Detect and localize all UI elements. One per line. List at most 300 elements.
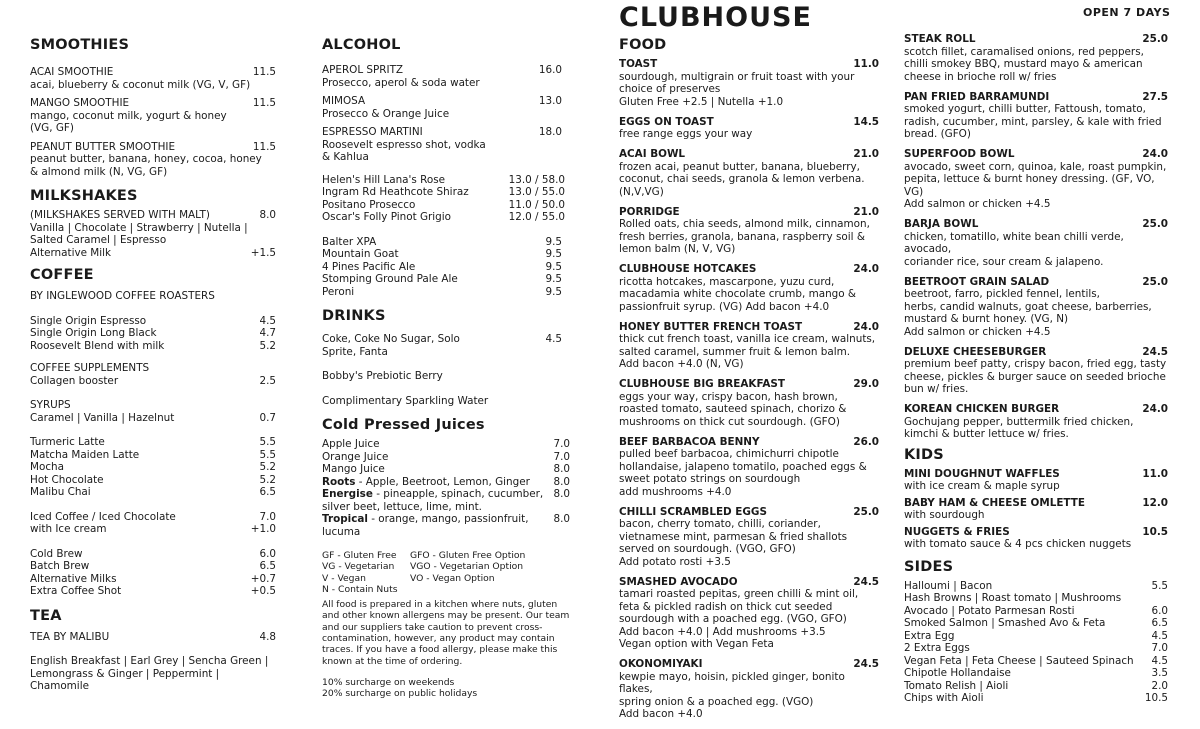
- item-desc: macadamia white chocolate crumb, mango &: [619, 288, 857, 300]
- item-price: 16.0: [538, 64, 562, 76]
- legend-vo: VO - Vegan Option: [410, 572, 495, 584]
- item-desc: fresh berries, granola, banana, raspberry soil &: [619, 230, 865, 243]
- allergy-line: All food is prepared in a kitchen where nuts, gluten: [322, 599, 558, 611]
- smoothies-heading: SMOOTHIES: [30, 37, 130, 53]
- item-desc: ricotta hotcakes, mascarpone, yuzu curd,: [619, 275, 835, 288]
- coffee-item: Cold Brew: [30, 547, 83, 560]
- item-price: 13.0: [538, 95, 562, 107]
- allergy-notice: [322, 599, 570, 667]
- juice-desc: - Apple, Beetroot, Lemon, Ginger: [355, 475, 530, 488]
- column-3-food: [619, 37, 879, 721]
- item-desc: pepita, lettuce & burnt honey dressing. (GF, VO, VG): [904, 173, 1155, 198]
- item-name: CLUBHOUSE HOTCAKES: [619, 263, 757, 275]
- tea-list: English Breakfast | Earl Grey | Sencha Green |: [30, 655, 269, 667]
- menu-item: [619, 378, 879, 428]
- item-desc: bread. (GFO): [904, 128, 971, 140]
- milkshakes-heading: MILKSHAKES: [30, 188, 138, 204]
- item-name: EGGS ON TOAST: [619, 115, 714, 128]
- item-name: Smoked Salmon | Smashed Avo & Feta: [904, 617, 1106, 629]
- coffee-heading: COFFEE: [30, 267, 94, 283]
- item-desc: Rolled oats, chia seeds, almond milk, cinnamon,: [619, 218, 870, 230]
- item-desc: bun w/ fries.: [904, 383, 969, 395]
- kids-list: [904, 468, 1168, 551]
- item-price: 12.0: [1142, 496, 1168, 509]
- item-price: 6.0: [1151, 604, 1168, 617]
- item-desc: chilli smokey BBQ, mustard mayo & american: [904, 58, 1143, 70]
- juice-name: Roots: [322, 475, 356, 488]
- coffee-price: 7.0: [259, 510, 276, 523]
- menu-item: [904, 630, 1168, 643]
- item-name: BEEF BARBACOA BENNY: [619, 435, 760, 448]
- menu-item: [904, 497, 1168, 522]
- beer-item: Stomping Ground Pale Ale: [322, 273, 458, 285]
- item-name: MINI DOUGHNUT WAFFLES: [904, 467, 1060, 480]
- coffee-roaster: BY INGLEWOOD COFFEE ROASTERS: [30, 290, 215, 302]
- juices-heading: Cold Pressed Juices: [322, 417, 485, 433]
- coffee-price: +0.7: [250, 572, 276, 585]
- item-name: Avocado | Potato Parmesan Rosti: [904, 604, 1075, 617]
- item-name: SMASHED AVOCADO: [619, 575, 738, 588]
- sparkling-water: Complimentary Sparkling Water: [322, 394, 489, 407]
- item-price: 25.0: [1142, 275, 1168, 288]
- item-name: 2 Extra Eggs: [904, 642, 970, 654]
- item-price: 11.0: [853, 58, 879, 70]
- item-name: PORRIDGE: [619, 205, 680, 218]
- juice-item: [322, 488, 547, 501]
- item-desc: radish, cucumber, mint, parsley, & kale with fried: [904, 115, 1162, 128]
- menu-item: [904, 667, 1168, 680]
- tea-list: Lemongrass & Ginger | Peppermint |: [30, 667, 220, 680]
- menu-item: [904, 655, 1168, 668]
- item-name: Extra Egg: [904, 629, 955, 642]
- item-name: KOREAN CHICKEN BURGER: [904, 403, 1060, 415]
- menu-item: [904, 526, 1168, 551]
- coffee-price: 6.5: [259, 486, 276, 498]
- sides-heading: SIDES: [904, 558, 954, 575]
- item-name: BARJA BOWL: [904, 218, 979, 230]
- item-desc: Add bacon +4.0: [619, 708, 703, 720]
- juice-item: Mango Juice: [322, 463, 385, 475]
- menu-item: [619, 263, 879, 313]
- menu-item: [619, 148, 879, 198]
- juice-price: 8.0: [553, 513, 570, 525]
- item-name: SUPERFOOD BOWL: [904, 148, 1015, 160]
- item-price: 21.0: [853, 148, 879, 160]
- menu-item: [904, 91, 1168, 141]
- open-hours: OPEN 7 DAYS: [1083, 6, 1171, 19]
- item-name: TOAST: [619, 58, 658, 70]
- item-desc: add mushrooms +4.0: [619, 485, 732, 498]
- item-desc: coconut, chai seeds, granola & lemon verbena.: [619, 173, 865, 185]
- menu-item: [904, 276, 1168, 339]
- item-desc: Vegan option with Vegan Feta: [619, 638, 774, 650]
- sides-list: [904, 580, 1168, 705]
- item-name: DELUXE CHEESEBURGER: [904, 345, 1047, 358]
- item-name: ACAI SMOOTHIE: [30, 66, 114, 78]
- menu-item: [322, 64, 570, 89]
- coffee-item: Single Origin Long Black: [30, 327, 157, 339]
- drinks-heading: DRINKS: [322, 308, 386, 324]
- item-desc: kimchi & butter lettuce w/ fries.: [904, 428, 1069, 440]
- coffee-price: 5.5: [259, 436, 276, 448]
- coffee-price: 5.2: [259, 461, 276, 473]
- item-desc: frozen acai, peanut butter, banana, blueberry,: [619, 160, 860, 173]
- kids-heading: KIDS: [904, 446, 944, 463]
- item-desc: cheese, pickles & burger sauce on seeded brioche: [904, 370, 1166, 383]
- item-price: 24.5: [853, 658, 879, 670]
- coffee-item: Hot Chocolate: [30, 473, 104, 486]
- item-desc: mushrooms on thick cut sourdough. (GFO): [619, 415, 840, 428]
- item-desc: smoked yogurt, chilli butter, Fattoush, tomato,: [904, 103, 1146, 115]
- item-name: APEROL SPRITZ: [322, 64, 404, 76]
- juice-price: 8.0: [553, 488, 570, 500]
- menu-item: [30, 141, 276, 179]
- beer-price: 9.5: [545, 273, 562, 285]
- item-desc: sourdough, multigrain or fruit toast with your: [619, 70, 855, 83]
- item-desc: feta & pickled radish on thick cut seeded: [619, 600, 833, 613]
- item-desc: passionfruit syrup. (VG) Add bacon +4.0: [619, 300, 830, 313]
- coffee-item: Malibu Chai: [30, 486, 91, 498]
- coffee-price: 4.7: [259, 327, 276, 339]
- legend-v: V - Vegan: [322, 572, 366, 584]
- coffee-item: Collagen booster: [30, 374, 119, 387]
- item-desc: salted caramel, summer fruit & lemon balm.: [619, 345, 851, 358]
- item-name: PAN FRIED BARRAMUNDI: [904, 90, 1050, 103]
- item-desc: sweet potato strings on sourdough: [619, 473, 801, 485]
- item-price: 26.0: [853, 435, 879, 448]
- item-price: 25.0: [1142, 33, 1168, 45]
- item-price: 10.5: [1144, 692, 1168, 704]
- menu-item: [619, 506, 879, 569]
- item-price: 2.0: [1151, 679, 1168, 692]
- tea-price: 4.8: [259, 630, 276, 643]
- tea-list: Chamomile: [30, 680, 89, 692]
- surcharge-holiday: 20% surcharge on public holidays: [322, 688, 478, 700]
- item-name: Halloumi | Bacon: [904, 579, 993, 592]
- menu-item: [619, 576, 879, 651]
- juice-item: [322, 513, 547, 526]
- prebiotic: Bobby's Prebiotic Berry: [322, 370, 443, 382]
- menu-item: [30, 97, 276, 135]
- juice-desc: lucuma: [322, 525, 361, 538]
- item-price: 6.5: [1151, 617, 1168, 629]
- alt-milk-price: +1.5: [250, 246, 276, 259]
- allergy-line: and other known allergens may be present. Our team: [322, 610, 570, 622]
- coffee-item: Iced Coffee / Iced Chocolate: [30, 510, 176, 523]
- coffee-price: 6.5: [259, 560, 276, 572]
- item-desc: free range eggs your way: [619, 128, 753, 140]
- surcharge-weekend: 10% surcharge on weekends: [322, 676, 455, 688]
- wine-item: Oscar's Folly Pinot Grigio: [322, 211, 451, 223]
- item-desc: tamari roasted pepitas, green chilli & mint oil,: [619, 588, 859, 600]
- beer-price: 9.5: [545, 285, 562, 298]
- coffee-price: 6.0: [259, 547, 276, 560]
- item-price: 11.5: [252, 66, 276, 78]
- beer-price: 9.5: [545, 248, 562, 260]
- legend-vgo: VGO - Vegetarian Option: [410, 561, 524, 573]
- coffee-item: Turmeric Latte: [30, 436, 105, 448]
- menu-item: [904, 346, 1168, 396]
- menu-item: [619, 116, 879, 141]
- item-desc: beetroot, farro, pickled fennel, lentils,: [904, 288, 1100, 300]
- allergy-line: traces. If you have a food allergy, please make this: [322, 644, 558, 656]
- allergy-line: known at the time of ordering.: [322, 655, 463, 667]
- item-name: ACAI BOWL: [619, 148, 686, 160]
- allergy-line: and our suppliers take caution to prevent cross-: [322, 621, 543, 633]
- item-desc: Roosevelt espresso shot, vodka & Kahlua: [322, 138, 486, 163]
- milkshake-flavours: Salted Caramel | Espresso: [30, 234, 167, 246]
- item-desc: with tomato sauce & 4 pcs chicken nuggets: [904, 538, 1132, 550]
- item-desc: mango, coconut milk, yogurt & honey (VG, GF): [30, 109, 227, 134]
- item-desc: scotch fillet, caramalised onions, red peppers,: [904, 45, 1144, 58]
- coffee-item: Roosevelt Blend with milk: [30, 339, 165, 352]
- menu-item: [904, 580, 1168, 593]
- item-name: BEETROOT GRAIN SALAD: [904, 275, 1050, 288]
- item-desc: Gochujang pepper, buttermilk fried chicken,: [904, 415, 1134, 428]
- item-desc: peanut butter, banana, honey, cocoa, honey & almond milk (N, VG, GF): [30, 153, 262, 178]
- item-desc: mustard & burnt honey. (VG, N): [904, 313, 1069, 325]
- alt-milk: Alternative Milk: [30, 246, 112, 259]
- item-name: HONEY BUTTER FRENCH TOAST: [619, 320, 803, 333]
- milkshake-note: (MILKSHAKES SERVED WITH MALT): [30, 209, 210, 221]
- item-name: Chipotle Hollandaise: [904, 667, 1011, 679]
- item-desc: with sourdough: [904, 509, 985, 521]
- menu-item: [904, 642, 1168, 655]
- juice-desc: - orange, mango, passionfruit,: [367, 513, 529, 525]
- menu-item: [30, 66, 276, 91]
- item-desc: vietnamese mint, parmesan & fried shallots: [619, 530, 848, 543]
- item-desc: coriander rice, sour cream & jalapeno.: [904, 255, 1104, 268]
- item-price: 11.5: [252, 97, 276, 109]
- legend-n: N - Contain Nuts: [322, 583, 398, 595]
- item-name: Vegan Feta | Feta Cheese | Sauteed Spinach: [904, 654, 1134, 667]
- column-4: [904, 33, 1168, 705]
- item-desc: hollandaise, jalapeno tomatilo, poached eggs &: [619, 460, 867, 473]
- legend-gf: GF - Gluten Free: [322, 550, 397, 561]
- coffee-item: Mocha: [30, 461, 64, 473]
- item-price: 24.0: [853, 263, 879, 275]
- item-price: 3.5: [1151, 667, 1168, 679]
- juice-item: [322, 476, 547, 489]
- juice-desc: silver beet, lettuce, lime, mint.: [322, 500, 482, 513]
- alcohol-heading: ALCOHOL: [322, 37, 401, 53]
- beer-item: Peroni: [322, 285, 355, 298]
- item-desc: sourdough with a poached egg. (VGO, GFO): [619, 613, 847, 625]
- menu-item: [904, 617, 1168, 630]
- item-name: MIMOSA: [322, 95, 366, 107]
- menu-item: [322, 95, 570, 120]
- menu-item: [904, 468, 1168, 493]
- coffee-price: +1.0: [250, 523, 276, 535]
- item-desc: lemon balm (N, V, VG): [619, 243, 736, 255]
- beer-item: Mountain Goat: [322, 248, 399, 260]
- milkshake-price: 8.0: [259, 209, 276, 221]
- item-desc: Add salmon or chicken +4.5: [904, 325, 1051, 338]
- menu-item: [904, 680, 1168, 693]
- item-desc: Add potato rosti +3.5: [619, 555, 731, 568]
- coffee-price: 4.5: [259, 314, 276, 327]
- juice-price: 7.0: [553, 450, 570, 463]
- item-desc: Add bacon +4.0 | Add mushrooms +3.5: [619, 625, 826, 638]
- tea-by: TEA BY MALIBU: [30, 630, 110, 643]
- item-price: 14.5: [853, 115, 879, 128]
- allergy-line: contamination, however, any product may contain: [322, 633, 555, 645]
- item-desc: kewpie mayo, hoisin, pickled ginger, bonito flakes,: [619, 670, 845, 695]
- item-desc: Add bacon +4.0 (N, VG): [619, 358, 744, 370]
- mains-list: [904, 33, 1168, 441]
- juice-item: Apple Juice: [322, 438, 380, 450]
- soft-drinks-price: 4.5: [545, 333, 562, 345]
- item-desc: spring onion & a poached egg. (VGO): [619, 695, 814, 708]
- coffee-item: with Ice cream: [30, 523, 107, 535]
- item-price: 24.0: [1142, 148, 1168, 160]
- item-name: Hash Browns | Roast tomato | Mushrooms: [904, 592, 1122, 604]
- dietary-legend: [322, 550, 570, 595]
- coffee-item: Single Origin Espresso: [30, 314, 147, 327]
- menu-item: [619, 206, 879, 256]
- item-price: 7.0: [1151, 642, 1168, 654]
- item-desc: chicken, tomatillo, white bean chilli verde, avocado,: [904, 230, 1124, 255]
- menu-item: [904, 218, 1168, 268]
- item-price: 4.5: [1151, 629, 1168, 642]
- item-desc: acai, blueberry & coconut milk (VG, V, GF): [30, 78, 251, 91]
- wine-price: 13.0 / 58.0: [508, 173, 565, 186]
- item-price: 24.5: [1142, 345, 1168, 358]
- item-desc: avocado, sweet corn, quinoa, kale, roast pumpkin,: [904, 160, 1167, 173]
- food-list: [619, 58, 879, 721]
- item-desc: Prosecco & Orange Juice: [322, 107, 450, 120]
- item-price: 25.0: [853, 505, 879, 518]
- menu-item: [904, 33, 1168, 83]
- juice-item: Orange Juice: [322, 450, 389, 463]
- item-price: 11.0: [1142, 467, 1168, 480]
- item-desc: Prosecco, aperol & soda water: [322, 76, 480, 89]
- brand-logo: CLUBHOUSE: [619, 2, 812, 33]
- wine-price: 11.0 / 50.0: [508, 198, 565, 211]
- item-price: 25.0: [1142, 218, 1168, 230]
- item-desc: pulled beef barbacoa, chimichurri chipotle: [619, 448, 839, 460]
- coffee-price: 5.2: [259, 473, 276, 486]
- wine-item: Ingram Rd Heathcote Shiraz: [322, 186, 469, 198]
- coffee-item: Alternative Milks: [30, 572, 117, 585]
- soft-drinks: Sprite, Fanta: [322, 345, 388, 358]
- coffee-price: +0.5: [250, 585, 276, 597]
- juice-price: 7.0: [553, 438, 570, 450]
- item-price: 24.0: [853, 320, 879, 333]
- item-desc: Add salmon or chicken +4.5: [904, 198, 1051, 210]
- item-desc: bacon, cherry tomato, chilli, coriander,: [619, 518, 821, 530]
- item-price: 27.5: [1142, 90, 1168, 103]
- soft-drinks: Coke, Coke No Sugar, Solo: [322, 333, 460, 345]
- menu-item: [619, 658, 879, 721]
- juice-price: 8.0: [553, 463, 570, 475]
- item-name: NUGGETS & FRIES: [904, 525, 1010, 538]
- item-name: CHILLI SCRAMBLED EGGS: [619, 505, 767, 518]
- item-price: 24.5: [853, 575, 879, 588]
- legend-gfo: GFO - Gluten Free Option: [410, 550, 526, 561]
- column-2: [322, 37, 570, 700]
- item-price: 4.5: [1151, 654, 1168, 667]
- coffee-price: 5.2: [259, 339, 276, 352]
- item-name: STEAK ROLL: [904, 33, 976, 45]
- item-desc: (N,V,VG): [619, 185, 664, 198]
- item-price: 24.0: [1142, 403, 1168, 415]
- item-desc: choice of preserves: [619, 83, 721, 95]
- item-price: 10.5: [1142, 525, 1168, 538]
- menu-item: [322, 126, 570, 164]
- menu-item: [619, 58, 879, 108]
- juice-name: Tropical: [322, 513, 368, 525]
- juice-price: 8.0: [553, 475, 570, 488]
- menu-item: [619, 436, 879, 499]
- column-1: [30, 37, 276, 693]
- menu-item: [904, 403, 1168, 441]
- item-price: 5.5: [1151, 579, 1168, 592]
- item-desc: eggs your way, crispy bacon, hash brown,: [619, 390, 838, 403]
- item-price: 18.0: [538, 126, 562, 138]
- coffee-item: Extra Coffee Shot: [30, 585, 122, 597]
- menu-item: [904, 692, 1168, 705]
- item-desc: cheese in brioche roll w/ fries: [904, 70, 1057, 83]
- coffee-item: Matcha Maiden Latte: [30, 448, 140, 461]
- item-name: OKONOMIYAKI: [619, 658, 703, 670]
- item-name: CLUBHOUSE BIG BREAKFAST: [619, 378, 785, 390]
- coffee-price: 2.5: [259, 374, 276, 387]
- item-price: 21.0: [853, 205, 879, 218]
- menu-item: [904, 148, 1168, 211]
- coffee-item: Batch Brew: [30, 560, 90, 572]
- tea-heading: TEA: [30, 607, 62, 624]
- beer-item: Balter XPA: [322, 235, 377, 248]
- supplements-heading: COFFEE SUPPLEMENTS: [30, 362, 150, 374]
- food-heading: FOOD: [619, 37, 667, 53]
- menu-item: [619, 321, 879, 371]
- item-desc: premium beef patty, crispy bacon, fried egg, tasty: [904, 358, 1167, 370]
- item-name: BABY HAM & CHEESE OMLETTE: [904, 496, 1085, 509]
- beer-price: 9.5: [545, 260, 562, 273]
- menu-item: [904, 592, 1168, 605]
- item-desc: herbs, candid walnuts, goat cheese, barberries,: [904, 300, 1152, 313]
- coffee-price: 5.5: [259, 448, 276, 461]
- menu-item: [904, 605, 1168, 618]
- wine-price: 12.0 / 55.0: [508, 211, 565, 223]
- item-price: 29.0: [853, 378, 879, 390]
- syrups-heading: SYRUPS: [30, 399, 71, 411]
- coffee-price: 0.7: [259, 411, 276, 424]
- juice-name: Energise: [322, 488, 373, 500]
- juice-desc: - pineapple, spinach, cucumber,: [372, 488, 544, 500]
- item-name: PEANUT BUTTER SMOOTHIE: [30, 140, 176, 153]
- item-desc: roasted tomato, sauteed spinach, chorizo &: [619, 403, 847, 415]
- wine-item: Positano Prosecco: [322, 198, 416, 211]
- item-name: Chips with Aioli: [904, 692, 984, 704]
- legend-vg: VG - Vegetarian: [322, 561, 395, 573]
- item-desc: thick cut french toast, vanilla ice cream, walnuts,: [619, 333, 876, 345]
- item-desc: served on sourdough. (VGO, GFO): [619, 543, 796, 555]
- item-price: 11.5: [252, 140, 276, 153]
- item-desc: with ice cream & maple syrup: [904, 480, 1060, 492]
- beer-price: 9.5: [545, 235, 562, 248]
- wine-item: Helen's Hill Lana's Rose: [322, 173, 446, 186]
- item-name: ESPRESSO MARTINI: [322, 126, 423, 138]
- milkshake-flavours: Vanilla | Chocolate | Strawberry | Nutella |: [30, 221, 248, 234]
- wine-price: 13.0 / 55.0: [508, 186, 565, 198]
- beer-item: 4 Pines Pacific Ale: [322, 260, 416, 273]
- item-desc: Gluten Free +2.5 | Nutella +1.0: [619, 95, 784, 108]
- item-name: MANGO SMOOTHIE: [30, 97, 130, 109]
- coffee-item: Caramel | Vanilla | Hazelnut: [30, 411, 175, 424]
- item-name: Tomato Relish | Aioli: [904, 679, 1009, 692]
